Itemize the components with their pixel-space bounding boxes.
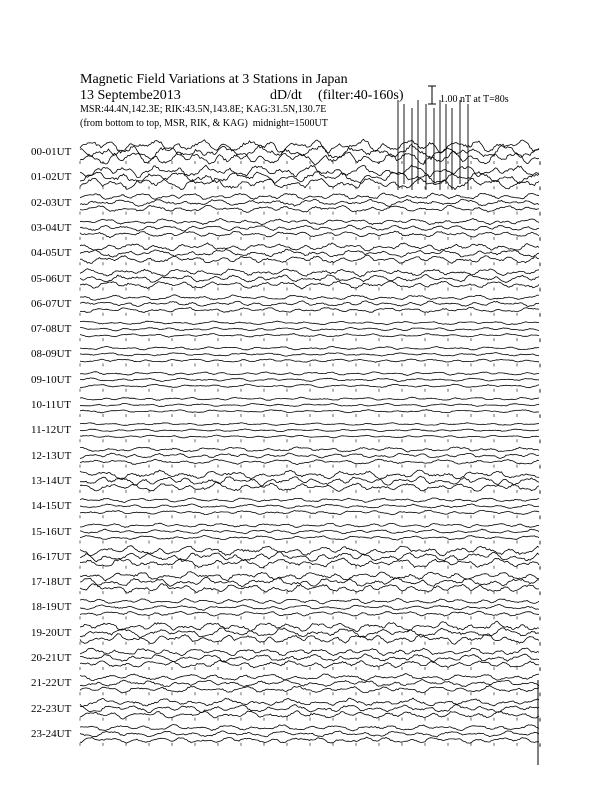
row-label: 07-08UT xyxy=(31,323,72,336)
hour-row-17-18UT xyxy=(80,572,540,595)
station-order-note xyxy=(80,118,328,129)
hour-row-19-20UT xyxy=(80,621,540,646)
row-label: 21-22UT xyxy=(31,677,72,690)
row-label: 17-18UT xyxy=(31,576,72,589)
trace-rik xyxy=(80,680,539,687)
trace-rik xyxy=(80,378,539,382)
row-label: 03-04UT xyxy=(31,221,72,234)
row-label: 15-16UT xyxy=(31,525,72,538)
row-label: 02-03UT xyxy=(31,196,72,209)
trace-rik xyxy=(80,199,539,206)
trace-kag xyxy=(80,307,539,312)
trace-rik xyxy=(80,225,539,231)
hour-row-01-02UT xyxy=(80,165,540,190)
hour-row-04-05UT xyxy=(80,243,540,266)
trace-rik xyxy=(80,403,539,406)
hour-row-06-07UT xyxy=(80,295,540,317)
row-label: 08-09UT xyxy=(31,348,72,361)
trace-kag xyxy=(80,737,539,743)
trace-msr xyxy=(80,648,539,656)
trace-kag xyxy=(80,384,539,388)
scale-bar xyxy=(428,86,436,104)
row-label: 19-20UT xyxy=(31,626,72,639)
row-label: 06-07UT xyxy=(31,297,72,310)
trace-msr xyxy=(80,372,539,376)
trace-kag xyxy=(80,255,539,263)
trace-kag xyxy=(80,686,539,694)
trace-msr xyxy=(80,698,539,706)
hour-row-18-19UT xyxy=(80,599,540,621)
row-label: 16-17UT xyxy=(31,550,72,563)
trace-msr xyxy=(80,295,539,300)
trace-rik xyxy=(80,453,539,459)
hour-row-12-13UT xyxy=(80,447,540,469)
trace-rik xyxy=(80,249,539,257)
trace-rik xyxy=(80,476,539,486)
row-label: 09-10UT xyxy=(31,373,72,386)
midnight-note: midnight=1500UT xyxy=(252,118,328,129)
trace-rik xyxy=(80,577,539,587)
trace-rik xyxy=(80,731,539,737)
trace-msr xyxy=(80,599,539,604)
station-coordinates: MSR:44.4N,142.3E; RIK:43.5N,143.8E; KAG:31.5N,130.7E xyxy=(80,104,327,115)
hour-row-23-24UT xyxy=(80,724,540,747)
hour-row-21-22UT xyxy=(80,674,540,697)
filter-label: (filter:40-160s) xyxy=(318,88,404,103)
scale-bar-label xyxy=(440,94,509,105)
trace-msr xyxy=(80,447,539,452)
row-label: 01-02UT xyxy=(31,171,72,184)
trace-msr xyxy=(80,243,539,251)
trace-msr xyxy=(80,470,539,479)
trace-kag xyxy=(80,205,539,212)
stacking-order: (from bottom to top, MSR, RIK, & KAG) xyxy=(80,118,248,129)
trace-msr xyxy=(80,674,539,681)
trace-kag xyxy=(80,660,539,668)
trace-kag xyxy=(80,231,539,238)
scale-value: 1.00 xyxy=(440,94,458,105)
trace-kag xyxy=(80,459,539,464)
trace-msr xyxy=(80,523,539,527)
trace-rik xyxy=(80,504,539,508)
trace-rik xyxy=(80,529,539,534)
row-label: 11-12UT xyxy=(31,424,71,437)
row-label: 10-11UT xyxy=(31,399,71,411)
hour-row-15-16UT xyxy=(80,523,540,544)
row-label: 00-01UT xyxy=(31,146,72,158)
row-label: 14-15UT xyxy=(31,500,72,513)
trace-msr xyxy=(80,139,539,153)
row-label: 18-19UT xyxy=(31,601,72,614)
trace-msr xyxy=(80,621,539,631)
trace-msr xyxy=(80,423,539,426)
scale-unit: nT at T=80s xyxy=(460,94,509,105)
trace-rik xyxy=(80,327,539,331)
trace-kag xyxy=(80,535,539,540)
row-label: 22-23UT xyxy=(31,702,72,715)
hour-row-09-10UT xyxy=(80,372,540,393)
row-label: 23-24UT xyxy=(31,727,72,740)
quantity-label: dD/dt xyxy=(270,88,302,103)
hour-row-22-23UT xyxy=(80,698,540,722)
trace-msr xyxy=(80,498,539,503)
hour-row-13-14UT xyxy=(80,470,540,494)
trace-rik xyxy=(80,654,539,662)
trace-msr xyxy=(80,193,539,199)
hour-row-20-21UT xyxy=(80,648,540,671)
hour-row-00-01UT xyxy=(80,139,540,165)
hour-row-10-11UT xyxy=(80,397,540,418)
trace-msr xyxy=(80,346,539,350)
row-label: 13-14UT xyxy=(31,474,72,487)
trace-rik xyxy=(80,429,539,432)
trace-rik xyxy=(80,604,539,610)
hour-row-14-15UT xyxy=(80,498,540,519)
hour-row-05-06UT xyxy=(80,269,540,292)
hour-row-labels xyxy=(0,0,80,792)
trace-msr xyxy=(80,219,539,225)
hour-row-11-12UT xyxy=(80,423,540,444)
date-label: 13 Septembe2013 xyxy=(80,88,181,103)
trace-kag xyxy=(80,435,539,438)
trace-rik xyxy=(80,353,539,357)
trace-rik xyxy=(80,301,539,307)
row-label: 20-21UT xyxy=(31,652,72,664)
trace-rik xyxy=(80,275,539,283)
trace-kag xyxy=(80,334,539,338)
row-label: 05-06UT xyxy=(31,272,72,285)
hour-row-16-17UT xyxy=(80,546,540,570)
trace-rik xyxy=(80,705,539,713)
row-label: 04-05UT xyxy=(31,247,72,260)
trace-msr xyxy=(80,724,539,731)
chart-title: Magnetic Field Variations at 3 Stations in Japan xyxy=(80,72,348,87)
hour-row-03-04UT xyxy=(80,219,540,241)
trace-kag xyxy=(80,359,539,362)
trace-kag xyxy=(80,611,539,616)
trace-msr xyxy=(80,321,539,325)
trace-msr xyxy=(80,269,539,277)
hour-row-02-03UT xyxy=(80,193,540,216)
trace-kag xyxy=(80,510,539,515)
trace-kag xyxy=(80,410,539,413)
row-label: 12-13UT xyxy=(31,449,72,462)
chart-subtitle xyxy=(80,88,404,104)
trace-msr xyxy=(80,397,539,400)
hour-row-07-08UT xyxy=(80,321,540,342)
hour-row-08-09UT xyxy=(80,346,540,367)
